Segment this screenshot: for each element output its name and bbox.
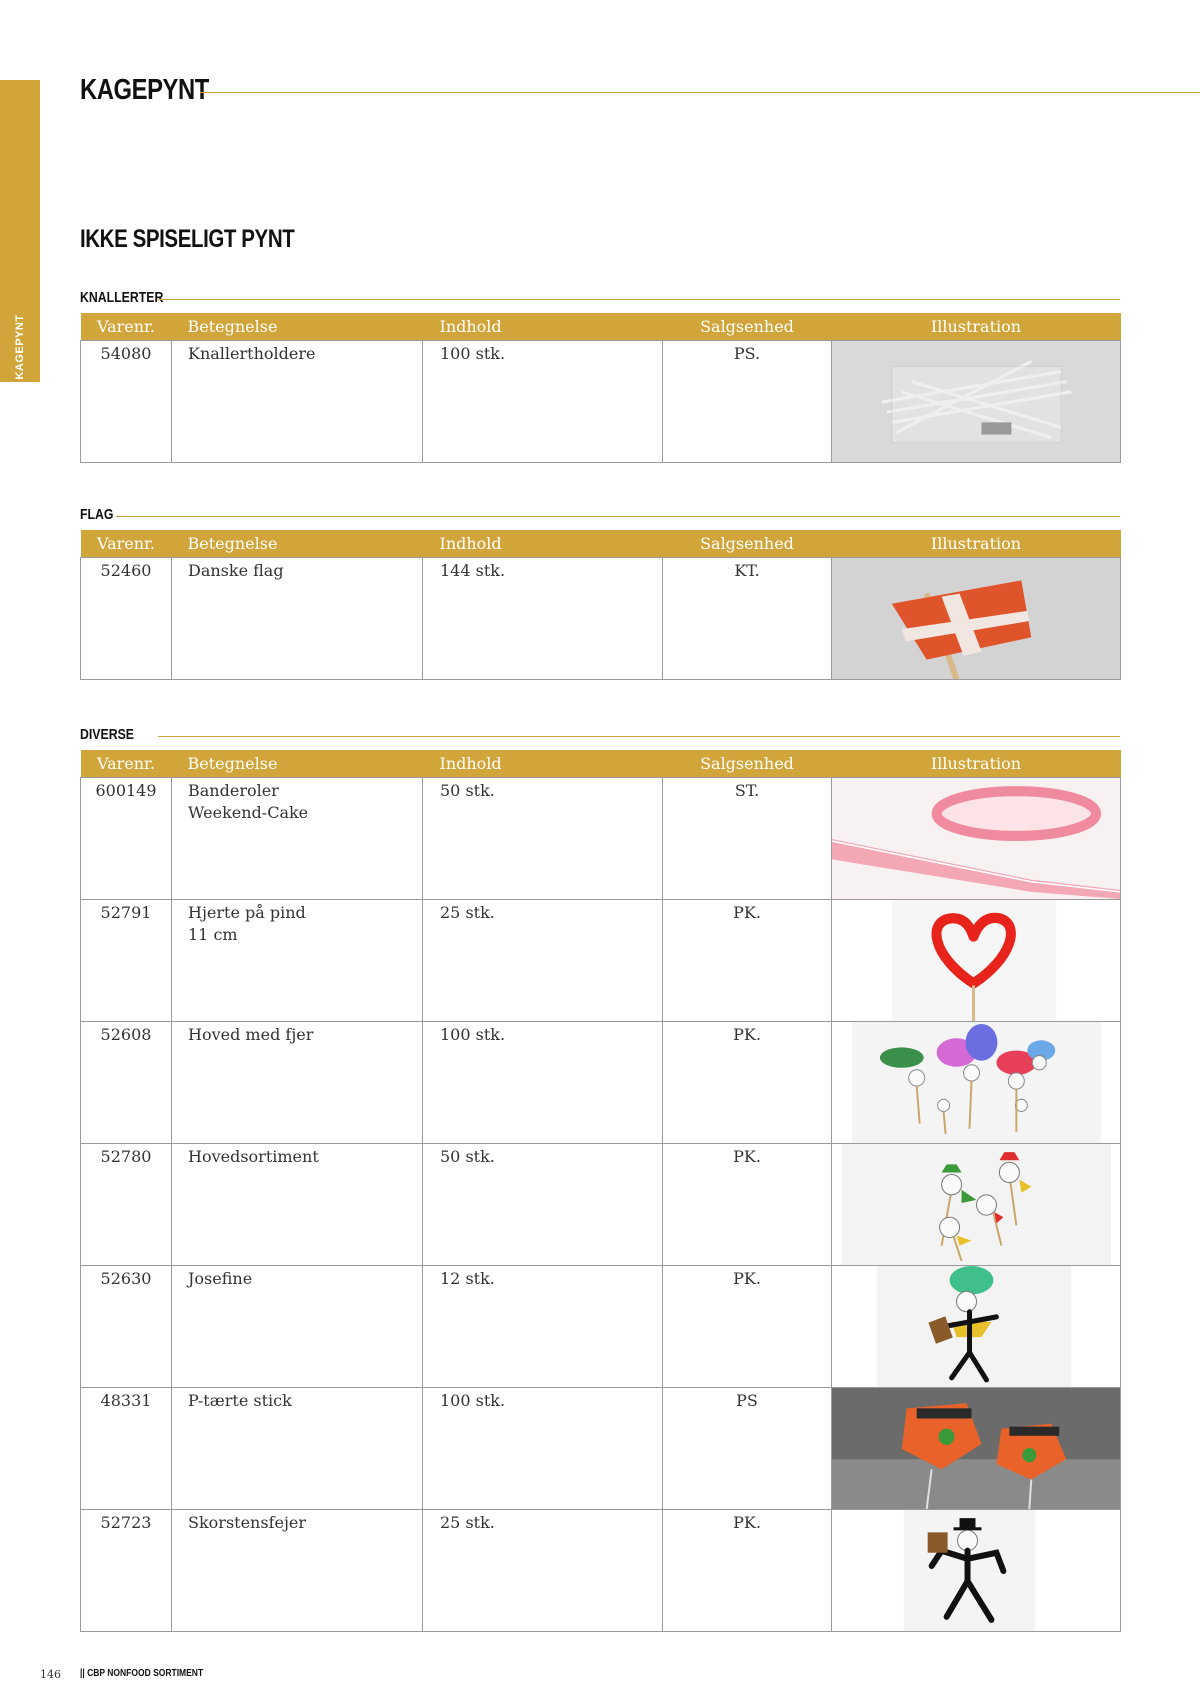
cell-indhold: 50 stk. bbox=[423, 778, 663, 900]
header-indhold: Indhold bbox=[423, 530, 663, 558]
section-title: DIVERSE bbox=[80, 726, 135, 743]
cell-betegnelse bbox=[172, 1144, 423, 1266]
table-row bbox=[81, 1388, 1121, 1510]
section-divider bbox=[116, 516, 1120, 517]
side-tab-label: KAGEPYNT bbox=[14, 314, 26, 380]
section-diverse bbox=[80, 726, 1120, 1632]
cell-betegnelse bbox=[172, 1388, 423, 1510]
betegnelse-line: Danske flag bbox=[188, 561, 284, 580]
header-betegnelse: Betegnelse bbox=[172, 530, 423, 558]
betegnelse-line: P-tærte stick bbox=[188, 1391, 292, 1410]
table-row bbox=[81, 1510, 1121, 1632]
cell-betegnelse bbox=[172, 1022, 423, 1144]
cell-indhold: 50 stk. bbox=[423, 1144, 663, 1266]
cell-varenr: 600149 bbox=[81, 778, 172, 900]
footer-brand: || CBP NONFOOD SORTIMENT bbox=[80, 1668, 204, 1679]
product-table bbox=[80, 313, 1121, 463]
head-assortment-photo bbox=[832, 1144, 1120, 1265]
cell-betegnelse bbox=[172, 1266, 423, 1388]
betegnelse-line-2: Weekend-Cake bbox=[188, 803, 309, 822]
header-varenr: Varenr. bbox=[81, 313, 172, 341]
table-header-row bbox=[81, 750, 1121, 778]
section-divider bbox=[158, 299, 1120, 300]
cell-salgsenhed: KT. bbox=[663, 558, 832, 680]
cell-illustration bbox=[832, 778, 1121, 900]
header-salgsenhed: Salgsenhed bbox=[663, 313, 832, 341]
cell-varenr: 52608 bbox=[81, 1022, 172, 1144]
header-salgsenhed: Salgsenhed bbox=[663, 750, 832, 778]
knallertholder-photo bbox=[832, 341, 1120, 462]
cell-betegnelse bbox=[172, 778, 423, 900]
betegnelse-line: Banderoler bbox=[188, 781, 279, 800]
table-row bbox=[81, 558, 1121, 680]
betegnelse-line: Knallertholdere bbox=[188, 344, 316, 363]
betegnelse-line: Hovedsortiment bbox=[188, 1147, 319, 1166]
cell-salgsenhed: PK. bbox=[663, 1266, 832, 1388]
table-row bbox=[81, 341, 1121, 463]
cell-illustration bbox=[832, 1144, 1121, 1266]
section-divider bbox=[158, 736, 1120, 737]
header-indhold: Indhold bbox=[423, 750, 663, 778]
header-salgsenhed: Salgsenhed bbox=[663, 530, 832, 558]
heart-on-stick-photo bbox=[832, 900, 1120, 1021]
ribbon-photo bbox=[832, 778, 1120, 899]
header-varenr: Varenr. bbox=[81, 750, 172, 778]
title-divider bbox=[200, 92, 1200, 93]
cell-indhold: 12 stk. bbox=[423, 1266, 663, 1388]
section-flag bbox=[80, 506, 1120, 680]
header-illustration: Illustration bbox=[832, 313, 1121, 341]
cell-indhold: 100 stk. bbox=[423, 1022, 663, 1144]
table-row bbox=[81, 1144, 1121, 1266]
header-illustration: Illustration bbox=[832, 530, 1121, 558]
cell-salgsenhed: ST. bbox=[663, 778, 832, 900]
table-header-row bbox=[81, 530, 1121, 558]
page-subtitle: IKKE SPISELIGT PYNT bbox=[80, 225, 295, 253]
cell-salgsenhed: PK. bbox=[663, 1144, 832, 1266]
page-title: KAGEPYNT bbox=[80, 74, 209, 106]
feather-heads-photo bbox=[832, 1022, 1120, 1143]
cell-illustration bbox=[832, 900, 1121, 1022]
cell-indhold: 144 stk. bbox=[423, 558, 663, 680]
cell-betegnelse bbox=[172, 341, 423, 463]
betegnelse-line: Hoved med fjer bbox=[188, 1025, 314, 1044]
cell-illustration bbox=[832, 341, 1121, 463]
cell-salgsenhed: PK. bbox=[663, 1022, 832, 1144]
header-betegnelse: Betegnelse bbox=[172, 750, 423, 778]
header-varenr: Varenr. bbox=[81, 530, 172, 558]
cell-indhold: 25 stk. bbox=[423, 900, 663, 1022]
cell-illustration bbox=[832, 558, 1121, 680]
chimney-sweep-photo bbox=[832, 1510, 1120, 1631]
josefine-figure-photo bbox=[832, 1266, 1120, 1387]
danish-flag-photo bbox=[832, 558, 1120, 679]
table-row bbox=[81, 1266, 1121, 1388]
cell-illustration bbox=[832, 1388, 1121, 1510]
cell-illustration bbox=[832, 1022, 1121, 1144]
table-row bbox=[81, 900, 1121, 1022]
betegnelse-line: Hjerte på pind bbox=[188, 903, 306, 922]
p-taerte-stick-photo bbox=[832, 1388, 1120, 1509]
cell-indhold: 100 stk. bbox=[423, 1388, 663, 1510]
table-row bbox=[81, 778, 1121, 900]
cell-varenr: 52791 bbox=[81, 900, 172, 1022]
section-title: FLAG bbox=[80, 506, 114, 523]
cell-illustration bbox=[832, 1510, 1121, 1632]
cell-varenr: 54080 bbox=[81, 341, 172, 463]
betegnelse-line-2: 11 cm bbox=[188, 925, 238, 944]
page-number: 146 bbox=[40, 1668, 61, 1681]
product-table bbox=[80, 530, 1121, 680]
cell-salgsenhed: PS bbox=[663, 1388, 832, 1510]
section-knallerter bbox=[80, 289, 1120, 463]
cell-varenr: 52723 bbox=[81, 1510, 172, 1632]
cell-indhold: 100 stk. bbox=[423, 341, 663, 463]
cell-varenr: 52460 bbox=[81, 558, 172, 680]
cell-varenr: 52630 bbox=[81, 1266, 172, 1388]
betegnelse-line: Skorstensfejer bbox=[188, 1513, 307, 1532]
cell-indhold: 25 stk. bbox=[423, 1510, 663, 1632]
cell-illustration bbox=[832, 1266, 1121, 1388]
product-table bbox=[80, 750, 1121, 1632]
header-illustration: Illustration bbox=[832, 750, 1121, 778]
table-header-row bbox=[81, 313, 1121, 341]
cell-betegnelse bbox=[172, 900, 423, 1022]
cell-betegnelse bbox=[172, 1510, 423, 1632]
cell-salgsenhed: PK. bbox=[663, 900, 832, 1022]
cell-varenr: 48331 bbox=[81, 1388, 172, 1510]
header-indhold: Indhold bbox=[423, 313, 663, 341]
cell-varenr: 52780 bbox=[81, 1144, 172, 1266]
table-row bbox=[81, 1022, 1121, 1144]
header-betegnelse: Betegnelse bbox=[172, 313, 423, 341]
section-title: KNALLERTER bbox=[80, 289, 164, 306]
cell-salgsenhed: PS. bbox=[663, 341, 832, 463]
cell-salgsenhed: PK. bbox=[663, 1510, 832, 1632]
cell-betegnelse bbox=[172, 558, 423, 680]
betegnelse-line: Josefine bbox=[188, 1269, 253, 1288]
